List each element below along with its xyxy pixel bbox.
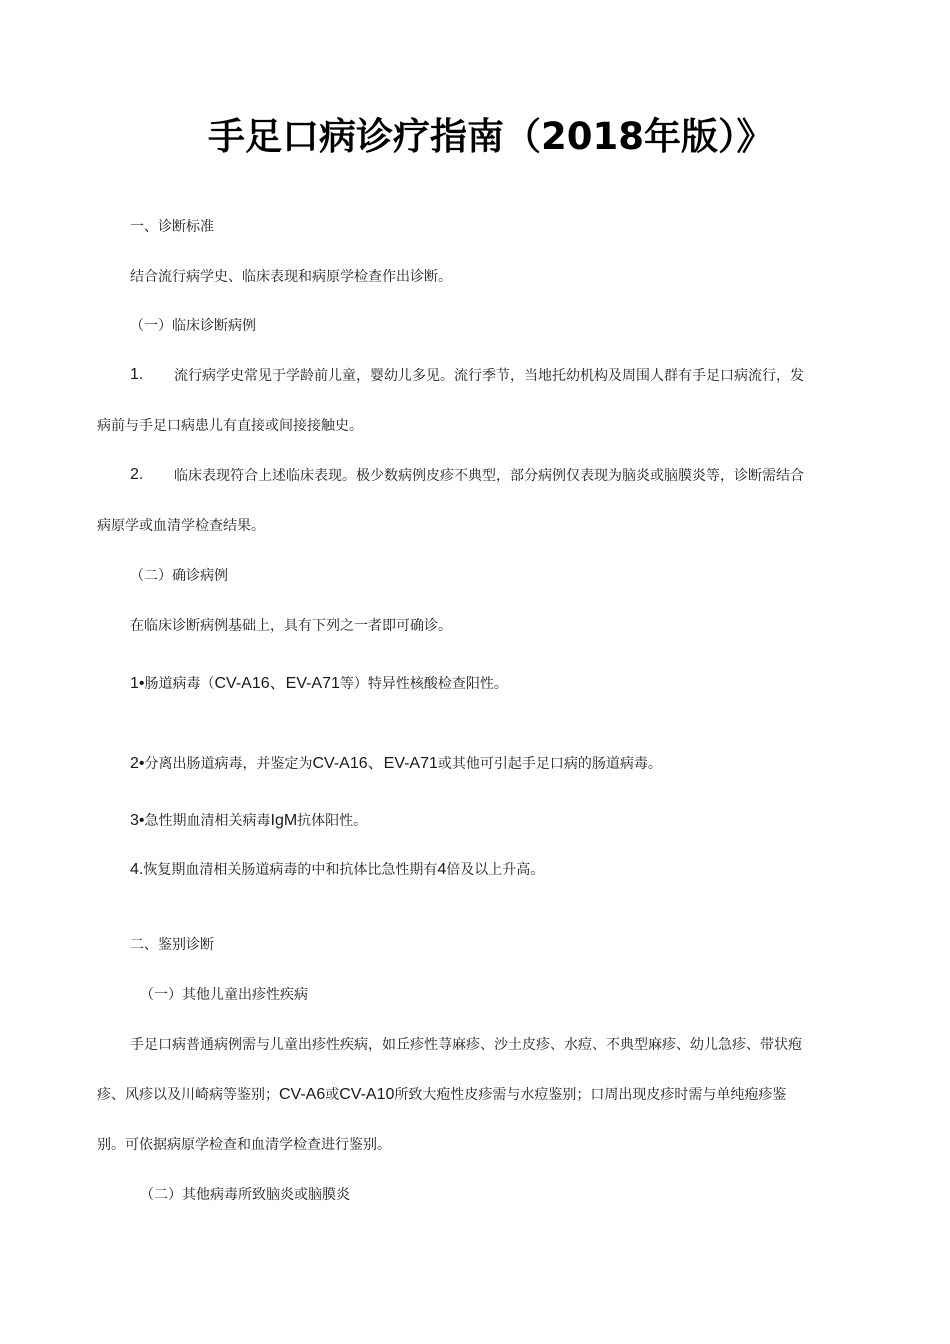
document-title: 手足口病诊疗指南（2018年版）》 <box>208 115 774 158</box>
list-number: 1• <box>130 675 145 692</box>
list-number: 2. <box>130 466 144 483</box>
text-segment: 所致大疱性皮疹需与水痘鉴别；口周出现皮疹时需与单纯疱疹鉴 <box>394 1087 787 1103</box>
paragraph-confirmed-intro: 在临床诊断病例基础上，具有下列之一者即可确诊。 <box>130 618 452 634</box>
section-heading-differential: 二、鉴别诊断 <box>130 937 214 953</box>
list-number: 3• <box>130 812 145 829</box>
text-segment: 疹、风疹以及川崎病等鉴别； <box>97 1087 279 1103</box>
clinical-item-1-line-1: 流行病学史常见于学龄前儿童，婴幼儿多见。流行季节，当地托幼机构及周围人群有手足口病流行，发 <box>174 368 804 384</box>
differential-paragraph-line-2 <box>97 1087 786 1103</box>
list-number: 4. <box>130 861 144 878</box>
subsection-heading-confirmed: （二）确诊病例 <box>130 568 228 584</box>
confirmed-item-1 <box>130 676 508 692</box>
text-segment: 或 <box>325 1087 340 1103</box>
subsection-heading-rash-diseases: （一）其他儿童出疹性疾病 <box>140 987 308 1003</box>
text-segment: 急性期血清相关病毒 <box>144 813 271 829</box>
antibody-code: IgM <box>270 812 298 829</box>
text-segment: 倍及以上升高。 <box>446 862 545 878</box>
confirmed-item-2 <box>130 756 662 772</box>
subsection-heading-clinical: （一）临床诊断病例 <box>130 318 256 334</box>
confirmed-item-4 <box>130 862 544 878</box>
clinical-item-2-line-1: 临床表现符合上述临床表现。极少数病例皮疹不典型，部分病例仅表现为脑炎或脑膜炎等，诊断需结合 <box>174 468 804 484</box>
list-number: 2• <box>130 755 145 772</box>
subsection-heading-other-viral: （二）其他病毒所致脑炎或脑膜炎 <box>140 1187 350 1203</box>
virus-codes: CV-A16、EV-A71 <box>312 755 438 772</box>
virus-codes: CV-A16、EV-A71 <box>214 675 340 692</box>
fold-number: 4 <box>437 861 447 878</box>
text-segment: 分离出肠道病毒，并鉴定为 <box>144 756 313 772</box>
text-segment: 或其他可引起手足口病的肠道病毒。 <box>437 756 662 772</box>
text-segment: 抗体阳性。 <box>297 813 368 829</box>
text-segment: 等）特异性核酸检查阳性。 <box>339 676 508 692</box>
differential-paragraph-line-1: 手足口病普通病例需与儿童出疹性疾病，如丘疹性荨麻疹、沙土皮疹、水痘、不典型麻疹、幼儿急疹、带状疱 <box>130 1037 802 1053</box>
text-segment: 肠道病毒（ <box>144 676 215 692</box>
confirmed-item-3 <box>130 813 367 829</box>
clinical-item-1-line-2: 病前与手足口病患儿有直接或间接接触史。 <box>97 418 363 434</box>
clinical-item-2-line-2: 病原学或血清学检查结果。 <box>97 518 265 534</box>
paragraph-diagnosis-intro: 结合流行病学史、临床表现和病原学检查作出诊断。 <box>130 269 452 285</box>
section-heading-diagnosis: 一、诊断标准 <box>130 219 214 235</box>
virus-code: CV-A10 <box>339 1086 395 1103</box>
differential-paragraph-line-3: 别。可依据病原学检查和血清学检查进行鉴别。 <box>97 1137 391 1153</box>
list-number: 1. <box>130 366 144 383</box>
text-segment: 恢复期血清相关肠道病毒的中和抗体比急性期有 <box>143 862 438 878</box>
virus-code: CV-A6 <box>279 1086 326 1103</box>
